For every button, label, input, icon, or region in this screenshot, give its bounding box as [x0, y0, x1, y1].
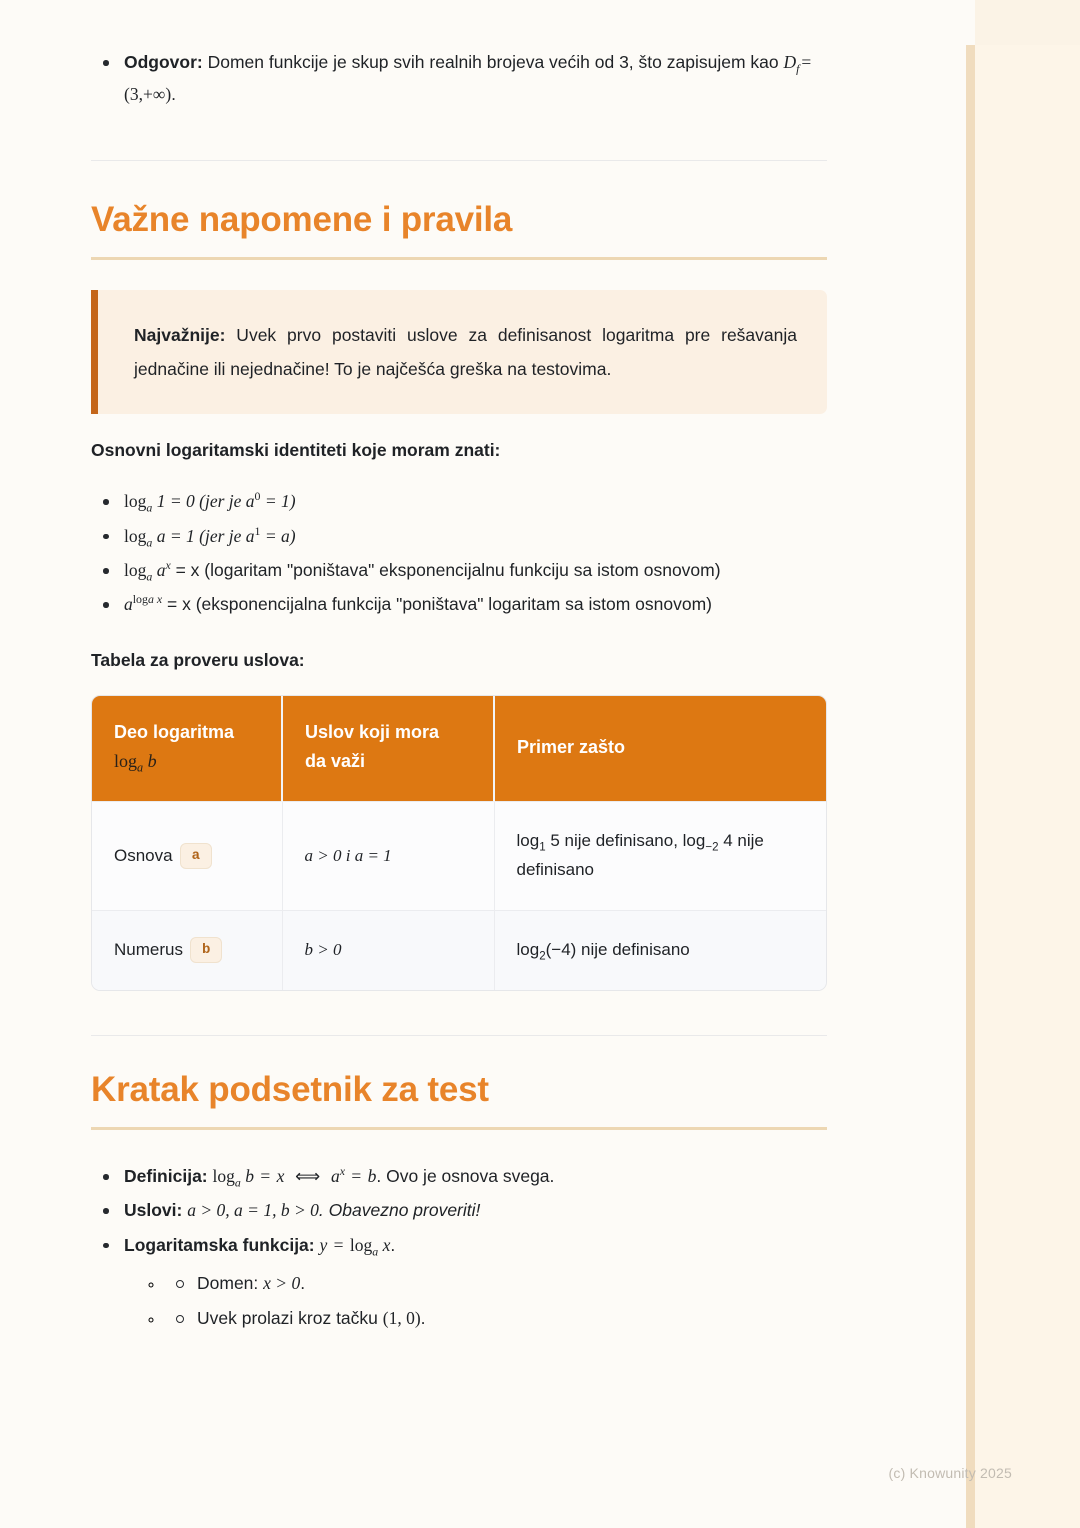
header-line1: Uslov koji mora — [305, 721, 440, 742]
recap-tail: . Ovo je osnova svega. — [376, 1166, 555, 1187]
list-item — [91, 1160, 827, 1192]
document-content — [91, 0, 827, 1336]
part-label: Osnova — [114, 845, 173, 865]
cell-condition — [282, 802, 494, 911]
table-row — [92, 802, 826, 911]
recap-math: $y = \log_a x$ — [319, 1234, 391, 1259]
answer-body: Domen funkcije je skup svih realnih brojeva većih od 3, što zapisujem kao — [202, 52, 784, 72]
recap-tail: . — [390, 1234, 396, 1255]
cell-example — [494, 910, 826, 989]
table-title: Tabela za proveru uslova: — [91, 649, 305, 670]
table-header-cell-condition — [282, 696, 494, 802]
example-text: $\log_1 5$ nije definisano, $\log_{-2} 4$ nije definisano — [516, 831, 764, 880]
sub-tail: . — [420, 1307, 426, 1328]
recap-math: a > 0, a = 1, b > 0 — [187, 1200, 319, 1221]
list-item — [91, 1229, 827, 1334]
important-callout — [91, 290, 827, 414]
cell-part — [92, 802, 282, 911]
recap-math: $\log_a b = x$ ⟺ $a^x = b$ — [212, 1164, 377, 1190]
recap-label: Logaritamska funkcija: — [124, 1234, 315, 1255]
sub-math: x > 0 — [263, 1273, 301, 1294]
identity-math: $\log_a a^x$ — [124, 558, 171, 584]
badge-numerus: b — [190, 937, 222, 963]
identities-title: Osnovni logaritamski identiteti koje moram znati: — [91, 440, 501, 461]
list-item — [91, 520, 827, 552]
section-heading-recap: Kratak podsetnik za test — [91, 1069, 489, 1109]
cell-part — [92, 910, 282, 989]
header-line1: Deo logaritma — [114, 721, 235, 742]
cell-condition — [282, 910, 494, 989]
condition-math: a > 0 i a = 1 — [304, 845, 392, 865]
list-item — [164, 1267, 827, 1299]
answer-period: . — [171, 84, 177, 105]
watermark: (c) Knowunity 2025 — [888, 1465, 1012, 1481]
sub-text: Uvek prolazi kroz tačku — [197, 1307, 383, 1328]
header-math: $\log_a b$ — [114, 751, 157, 776]
list-item — [91, 485, 827, 517]
section-heading-notes: Važne napomene i pravila — [91, 199, 513, 239]
identity-math: $\log_a a = 1$ (jer je $a^1 = a$) — [124, 523, 296, 550]
list-item — [164, 1302, 827, 1334]
sub-text: Domen: — [197, 1273, 264, 1294]
table-header-cell-example — [494, 696, 826, 802]
identity-math: $a^{loga x}$ — [124, 592, 163, 615]
cell-example — [494, 802, 826, 911]
table-header-cell-part — [92, 696, 282, 802]
conditions-table-wrapper — [91, 695, 827, 991]
identity-note: = x (logaritam "poništava" eksponencijalnu funkciju sa istom osnovom) — [170, 560, 721, 580]
identity-math: $\log_a 1 = 0$ (jer je $a^0 = 1$) — [124, 489, 296, 515]
part-label: Numerus — [114, 939, 183, 959]
conditions-table — [92, 696, 826, 990]
recap-sublist — [124, 1267, 827, 1334]
list-item — [91, 588, 827, 620]
list-item — [91, 554, 827, 586]
list-item — [91, 46, 827, 111]
answer-list — [91, 46, 827, 111]
recap-label: Definicija: — [124, 1166, 208, 1187]
table-row — [92, 910, 826, 989]
example-text: $\log_2(-4)$ nije definisano — [516, 939, 690, 963]
callout-body: Uvek prvo postaviti uslove za definisanost logaritma pre rešavanja jednačine ili nejednačine! To je najčešća greška na testovima. — [134, 325, 797, 380]
header-line1: Primer zašto — [517, 736, 626, 757]
recap-tail: . Obavezno proveriti! — [318, 1200, 481, 1221]
callout-label: Najvažnije: — [134, 325, 226, 345]
condition-math: b > 0 — [304, 939, 342, 959]
identities-list — [91, 485, 827, 621]
next-page-strip — [975, 45, 1080, 1528]
answer-math: $D_f =(3,+\infty)$ — [124, 52, 812, 105]
table-header-row — [92, 696, 826, 802]
answer-text — [124, 52, 813, 104]
list-item — [91, 1194, 827, 1226]
callout-text — [134, 318, 797, 386]
answer-label: Odgovor: — [124, 52, 203, 72]
recap-list — [91, 1160, 827, 1334]
sub-tail: . — [300, 1273, 306, 1294]
badge-base: a — [180, 843, 212, 869]
sub-math: (1, 0) — [382, 1307, 421, 1328]
sheet-edge — [966, 45, 975, 1528]
recap-label: Uslovi: — [124, 1200, 183, 1221]
identity-note: = x (eksponencijalna funkcija "poništava" logaritam sa istom osnovom) — [162, 594, 712, 615]
header-line2: da važi — [305, 751, 366, 772]
